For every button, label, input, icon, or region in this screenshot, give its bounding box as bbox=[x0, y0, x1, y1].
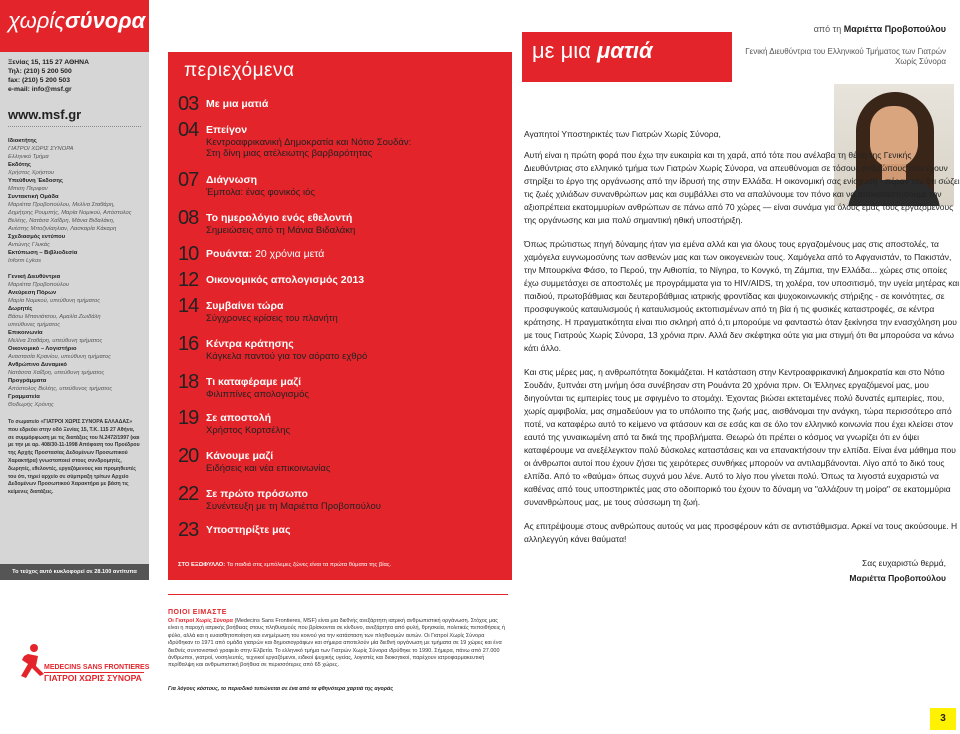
staff-role: Εκδότης bbox=[8, 162, 31, 168]
author-role: Γενική Διευθύντρια του Ελληνικού Τμήματος των Γιατρών Χωρίς Σύνορα bbox=[745, 47, 946, 66]
website-link[interactable]: www.msf.gr bbox=[8, 107, 82, 122]
staff-role: Εκτύπωση – Βιβλιοδεσία bbox=[8, 250, 78, 256]
msf-name-gr: ΓΙΑΤΡΟΙ ΧΩΡΙΣ ΣΥΝΟΡΑ bbox=[44, 673, 142, 683]
staff-role: Υπεύθυνη Έκδοσης bbox=[8, 178, 63, 184]
toc-page-number: 12 bbox=[178, 269, 199, 291]
toc-item-subtitle: Σύγχρονες κρίσεις του πλανήτη bbox=[206, 313, 338, 324]
staff-name: Μαριέττα Προβοπούλου bbox=[8, 282, 70, 288]
staff-name: ΓΙΑΤΡΟΙ ΧΩΡΙΣ ΣΥΝΟΡΑ bbox=[8, 146, 74, 152]
spacer bbox=[8, 265, 141, 273]
staff-name: Απόστολος Βελέης, υπεύθυνος τμήματος bbox=[8, 386, 113, 392]
staff-name: Δημήτρης Ρουμπής, Μαρία Νομικού, Απόστολος bbox=[8, 210, 132, 216]
toc-item-subtitle: Σημειώσεις από τη Μάνια Βιδαλάκη bbox=[206, 225, 356, 236]
staff-credits bbox=[8, 137, 141, 409]
toc-item-subtitle: Έμπολα: ένας φονικός ιός bbox=[206, 187, 315, 198]
staff-name: Αντώνης Γλυκάς bbox=[8, 242, 50, 248]
toc-page-number: 07 bbox=[178, 169, 199, 191]
toc-item-title: Υποστηρίξτε μας bbox=[206, 524, 291, 536]
editorial bbox=[512, 0, 960, 734]
toc-page-number: 10 bbox=[178, 243, 199, 265]
staff-name: Ανέστης Μποζινίαηλιαν, Λασκαρία Κάκαρη bbox=[8, 226, 117, 232]
divider bbox=[8, 126, 141, 127]
page-number: 3 bbox=[930, 708, 956, 730]
letter-paragraph: Όπως πρώτιστως πηγή δύναμης ήταν για εμένα αλλά και για όλους τους εργαζομένους μας στις αποστολές, τα χαμόγελα ευγνωμοσύνης των ασθενών μας και των οικογενειών τους. Χαμόγελα από το Αφγανιστάν, το Πακιστάν, την Μπουρκίνα Φάσο, το Περού, την Αιθιοπία, το Νίγηρα, το Κονγκό, τη Ζάμπια, την Ελλάδα... χώρες στις οποίες έχω συμμετάσχει σε αποστολές με προγράμματα για το HIV/AIDS, τη χολέρα, τον υποσιτισμό, την υγεία μητέρας και παιδιού, πρωτοβάθμιας και δευτεροβάθμιας ιατρικής φροντίδας και ψυχοκοινωνικής στήριξης - σε κοινότητες, σε προσφυγικούς καταυλισμούς ή καταυλισμούς εκτοπισμένων από τη βία ή τις φυσικές καταστροφές, σε κέντρα κράτησης. Η πραγματικότητα είναι πιο σκληρή από ό,τι μπορούμε να φανταστώ όταν ξεκίνησα την ενασχόληση μου με τους Γιατρούς Χωρίς Σύνορα, 13 χρόνια πριν. Αλλά δεν σκέφτηκα ούτε για μια στιγμή ότι θα μπορούσα να κάνω κάτι άλλο. bbox=[524, 239, 960, 353]
who-we-are bbox=[168, 594, 508, 692]
table-of-contents bbox=[168, 0, 512, 580]
toc-page-number: 14 bbox=[178, 295, 199, 317]
toc-page-number: 20 bbox=[178, 445, 199, 467]
staff-role: Επικοινωνία bbox=[8, 330, 43, 336]
address-line: Ξενίας 15, 115 27 ΑΘΗΝΑ bbox=[8, 59, 89, 66]
toc-page-number: 16 bbox=[178, 333, 199, 355]
toc-title: περιεχόμενα bbox=[180, 60, 299, 82]
toc-item-title: Το ημερολόγιο ενός εθελοντή bbox=[206, 212, 353, 224]
contact-address bbox=[8, 58, 141, 94]
toc-page-number: 19 bbox=[178, 407, 199, 429]
circulation-note: Το τεύχος αυτό κυκλοφορεί σε 28.100 αντίτυπα bbox=[0, 564, 149, 580]
msf-logo bbox=[18, 640, 150, 690]
greeting: Αγαπητοί Υποστηρικτές των Γιατρών Χωρίς Σύνορα, bbox=[524, 129, 721, 139]
toc-item-subtitle: Χρήστος Κορτσέλης bbox=[206, 425, 291, 436]
letter-body bbox=[524, 128, 960, 585]
who-heading: ΠΟΙΟΙ ΕΙΜΑΣΤΕ bbox=[168, 594, 508, 616]
toc-item-title: Σε αποστολή bbox=[206, 412, 272, 424]
toc-item-subtitle: Φιλιππίνες απολογισμός bbox=[206, 389, 309, 400]
byline: από τη Μαριέττα Προβοπούλου bbox=[813, 24, 946, 34]
staff-role: Γραμματεία bbox=[8, 394, 40, 400]
staff-name: Νατάσσα Χαΐδρη, υπεύθυνη τμήματος bbox=[8, 370, 105, 376]
msf-runner-icon bbox=[18, 640, 44, 688]
letter-paragraph: Ας επιτρέψουμε στους ανθρώπους αυτούς να μας προσφέρουν κάτι σε αντιστάθμισμα. Αρκεί να τους ακούσουμε. Η αλληλεγγύη κάνει θαύματα! bbox=[524, 521, 958, 544]
toc-item-title: Με μια ματιά bbox=[206, 98, 269, 110]
staff-role: Ανθρώπινο Δυναμικό bbox=[8, 362, 67, 368]
staff-name: Χρήστος Χρήστου bbox=[8, 170, 55, 176]
msf-name-fr: MEDECINS SANS FRONTIERES bbox=[44, 664, 150, 671]
staff-name: Βάσω Μπανιάτσου, Αμαλία Ζωιδάλη bbox=[8, 314, 101, 320]
letter-paragraph: Και στις μέρες μας, η ανθρωπότητα δοκιμάζεται. Η κατάσταση στην Κεντροαφρικανική Δημοκρατία και στο Νότιο Σουδάν, ξυπνάει στη μνήμη όσα συνέβησαν στη Ρουάντα 20 χρόνια πριν. Οι Έλληνες εργαζόμενοί μας, μου διηγούνται τις εμπειρίες τους με σφιγμένο το στομάχι. Έχοντας βιώσει εκτεταμένες πολύ δυνατές εμπειρίες, που, χωρίς αμφιβολία, μας σημαδεύουν για το υπόλοιπο της ζωής μας, αισθάνομαι την ανάγκη, τώρα περισσότερο από ποτέ, να καταφέρω αυτό το κείμενο να φτάσουν και σε εσάς και σε όλο τον ελληνικό κοινωνία που έχει κλείσει στον εαυτό της γυναικωμένη από τα δικά της προβλήματα. Θεωρώ ότι πρέπει ο κόσμος να γνωρίζει ότι εν όψει καταφέρουμε να ανεξέλεγκτον πολύ δύσκολες καταστάσεις και να επανακτήσουν την ελπίδα. Είναι ένα μάθημα που οι άνθρωποι αυτοί που έχουν ζήσει τις χειρότερες συνθήκες μπορούν να αντιλαμβάνονται. Λίγο από το δικό τους ελπίδα. Από το «θαύμα» όπως συχνά μου λένε. Αυτό το λίγο που γίνεται πολύ. Όπως τα λιγοστά ευχαριστώ να καθένας από τους υποστηρικτές μας στο οδοιπορικό του έχουν το δύναμη να "αλλάζουν τη μοίρα" σε εκατομμύρια συνανθρώπους μας, με τους σύσσωμη τη ζωή. bbox=[524, 367, 956, 507]
masthead-column bbox=[0, 0, 149, 580]
staff-role: Συντακτική Ομάδα bbox=[8, 194, 59, 200]
toc-page-number: 23 bbox=[178, 519, 199, 541]
staff-role: Σχεδιασμός εντύπου bbox=[8, 234, 66, 240]
toc-item-title: Επείγον bbox=[206, 124, 248, 136]
toc-item-title: Διάγνωση bbox=[206, 174, 258, 186]
toc-item-title: Τι καταφέραμε μαζί bbox=[206, 376, 302, 388]
toc-page-number: 08 bbox=[178, 207, 199, 229]
cover-caption: ΣΤΟ ΕΞΩΦΥΛΛΟ: Τα παιδιά στις εμπόλεμες ζώνες είναι τα πρώτα θύματα της βίας. bbox=[178, 562, 392, 568]
toc-page-number: 04 bbox=[178, 119, 199, 141]
staff-role: Προγράμματα bbox=[8, 378, 47, 384]
paper-note: Για λόγους κόστους, το περιοδικό τυπώνεται σε ένα από τα φθηνότερα χαρτιά της αγοράς bbox=[168, 685, 394, 692]
toc-item-title: Ρουάντα: 20 χρόνια μετά bbox=[206, 248, 325, 260]
staff-name: Αναστασία Κρανίου, υπεύθυνη τμήματος bbox=[8, 354, 111, 360]
legal-notice: Το σωματείο «ΓΙΑΤΡΟΙ ΧΩΡΙΣ ΣΥΝΟΡΑ ΕΛΛΑΔΑΣ» που εδρεύει στην οδό Ξενίας 15, Τ.Κ. 115 27 Αθήνα, σε συμμόρφωση με τις διατάξεις του Ν.2472/1997 (και με την με αρ. 408/30-11-1998 Απόφαση του Προέδρου της Αρχής Προστασίας Δεδομένων Προσωπικού Χαρακτήρα) γνωστοποιεί στους συνδρομητές, δωρητές, εθελοντές, εργαζόμενους και προμηθευτές του ότι, τηρεί αρχείο σε σύμπραξη τρίτων Αρχείο Δεδομένων Προσωπικού Χαρακτήρα με βάση τις κείμενες διατάξεις. bbox=[8, 419, 140, 496]
staff-name: Inform Lykos bbox=[8, 258, 42, 264]
staff-role: Ιδιοκτήτης bbox=[8, 138, 37, 144]
magazine-logo: χωρίςσύνορα bbox=[0, 0, 149, 52]
staff-role: Δωρητές bbox=[8, 306, 33, 312]
toc-item-title: Κέντρα κράτησης bbox=[206, 338, 294, 350]
staff-role: Ανεύρεση Πόρων bbox=[8, 290, 57, 296]
headline: με μια ματιά bbox=[532, 38, 653, 63]
toc-page-number: 22 bbox=[178, 483, 199, 505]
address-line: Τηλ: (210) 5 200 500 bbox=[8, 68, 72, 75]
toc-item-title: Συμβαίνει τώρα bbox=[206, 300, 284, 312]
toc-item-subtitle: Συνέντευξη με τη Μαριέττα Προβοπούλου bbox=[206, 501, 381, 512]
staff-name: Θοδωρής Χρόνης bbox=[8, 402, 54, 408]
toc-item-title: Κάνουμε μαζί bbox=[206, 450, 274, 462]
address-line: e-mail: info@msf.gr bbox=[8, 86, 72, 93]
toc-item-subtitle: Κεντροαφρικανική Δημοκρατία και Νότιο Σουδάν: bbox=[206, 137, 412, 148]
staff-name: υπεύθυνες τμήματος bbox=[8, 322, 61, 328]
staff-name: Μαριέττα Προβοπούλου, Μελίνα Σταθάρη, bbox=[8, 202, 115, 208]
toc-item-subtitle: Κάγκελα παντού για τον αόρατο εχθρό bbox=[206, 351, 368, 362]
letter-paragraph: Αυτή είναι η πρώτη φορά που έχω την ευκαιρία και τη χαρά, από τότε που ανέλαβα τη θέση της Γενικής Διευθύντριας στο ελληνικό τμήμα των Γιατρών Χωρίς Σύνορα, να απευθύνομαι σε τόσους ανθρώπους που έχουν στηρίξει το έργο της οργάνωσης από την ίδρυσή της στην Ελλάδα. Η οικονομική σας ενίσχυση - πέραν του ότι σώζει τις ζωές χιλιάδων συνανθρώπων μας και συμβάλλει στο να απαλύνουμε τον πόνο και να αποκαταστήσουμε την αξιοπρέπεια εκατομμυρίων ανθρώπων σε πάνω από 70 χώρες — είναι συνάμα για όλους εμάς τους εργαζόμενους της οργάνωσης και μια πολύ σημαντική ηθική υποστήριξη. bbox=[524, 150, 960, 225]
toc-item-subtitle: Ειδήσεις και νέα επικοινωνίας bbox=[206, 463, 331, 474]
signature: Μαριέττα Προβοπούλου bbox=[849, 573, 946, 583]
address-line: fax: (210) 5 200 503 bbox=[8, 77, 70, 84]
toc-item-title: Οικονομικός απολογισμός 2013 bbox=[206, 274, 365, 286]
staff-name: Βελέης, Νατάσα Χαΐδρη, Μάνια Βιδαλάκη, bbox=[8, 218, 115, 224]
closing: Σας ευχαριστώ θερμά, bbox=[862, 558, 946, 568]
staff-name: Μαρία Νομικού, υπεύθυνη τμήματος bbox=[8, 298, 101, 304]
who-text: Οι Γιατροί Χωρίς Σύνορα (Medecins Sans Frontieres, MSF) είναι μια διεθνής ανεξάρτητη ιατρική ανθρωπιστική οργάνωση. Στόχος μας είναι η παροχή ιατρικής βοήθειας στους πληθυσμούς που βρίσκονται σε κίνδυνο, ανεξάρτητα από φυλή, θρησκεία, πολιτικές πεποιθήσεις ή φύλο, αλλά και η ευαισθητοποίηση και ενημέρωση του κοινού για την κατάσταση των πληθυσμών αυτών. Οι Γιατροί Χωρίς Σύνορα ιδρύθηκαν το 1971 από ομάδα γιατρών και δημοσιογράφων και σήμερα αποτελούν μία διεθνή οργάνωση με τμήματα σε 19 χώρες και ένα διεθνές συντονιστικό γραφείο στην Ελβετία. Το ελληνικό τμήμα των Γιατρών Χωρίς Σύνορα ιδρύθηκε το 1990. Σήμερα, πάνω από 27.000 άνθρωποι, γιατροί, νοσηλευτές, τεχνικοί εργαζόμενοι, ειδικοί ψυχικής υγείας, λογιστές και διοικητικοί, παρέχουν ιατροφαρμακευτική περίθαλψη και ανθρωπιστική βοήθεια σε περισσότερες από 65 χώρες. bbox=[168, 618, 505, 669]
staff-role: Γενική Διευθύντρια bbox=[8, 274, 61, 280]
staff-role: Οικονομικό – Λογιστήριο bbox=[8, 346, 77, 352]
toc-item-title: Σε πρώτο πρόσωπο bbox=[206, 488, 308, 500]
toc-item-subtitle: Στη δίνη μιας ατέλειωτης βαρβαρότητας bbox=[206, 148, 373, 159]
staff-name: Μπιση Περιφαν bbox=[8, 186, 48, 192]
staff-name: Μελίνα Σταθάρη, υπεύθυνη τμήματος bbox=[8, 338, 103, 344]
toc-page-number: 03 bbox=[178, 93, 199, 115]
toc-page-number: 18 bbox=[178, 371, 199, 393]
staff-name: Ελληνικό Τμήμα bbox=[8, 154, 49, 160]
